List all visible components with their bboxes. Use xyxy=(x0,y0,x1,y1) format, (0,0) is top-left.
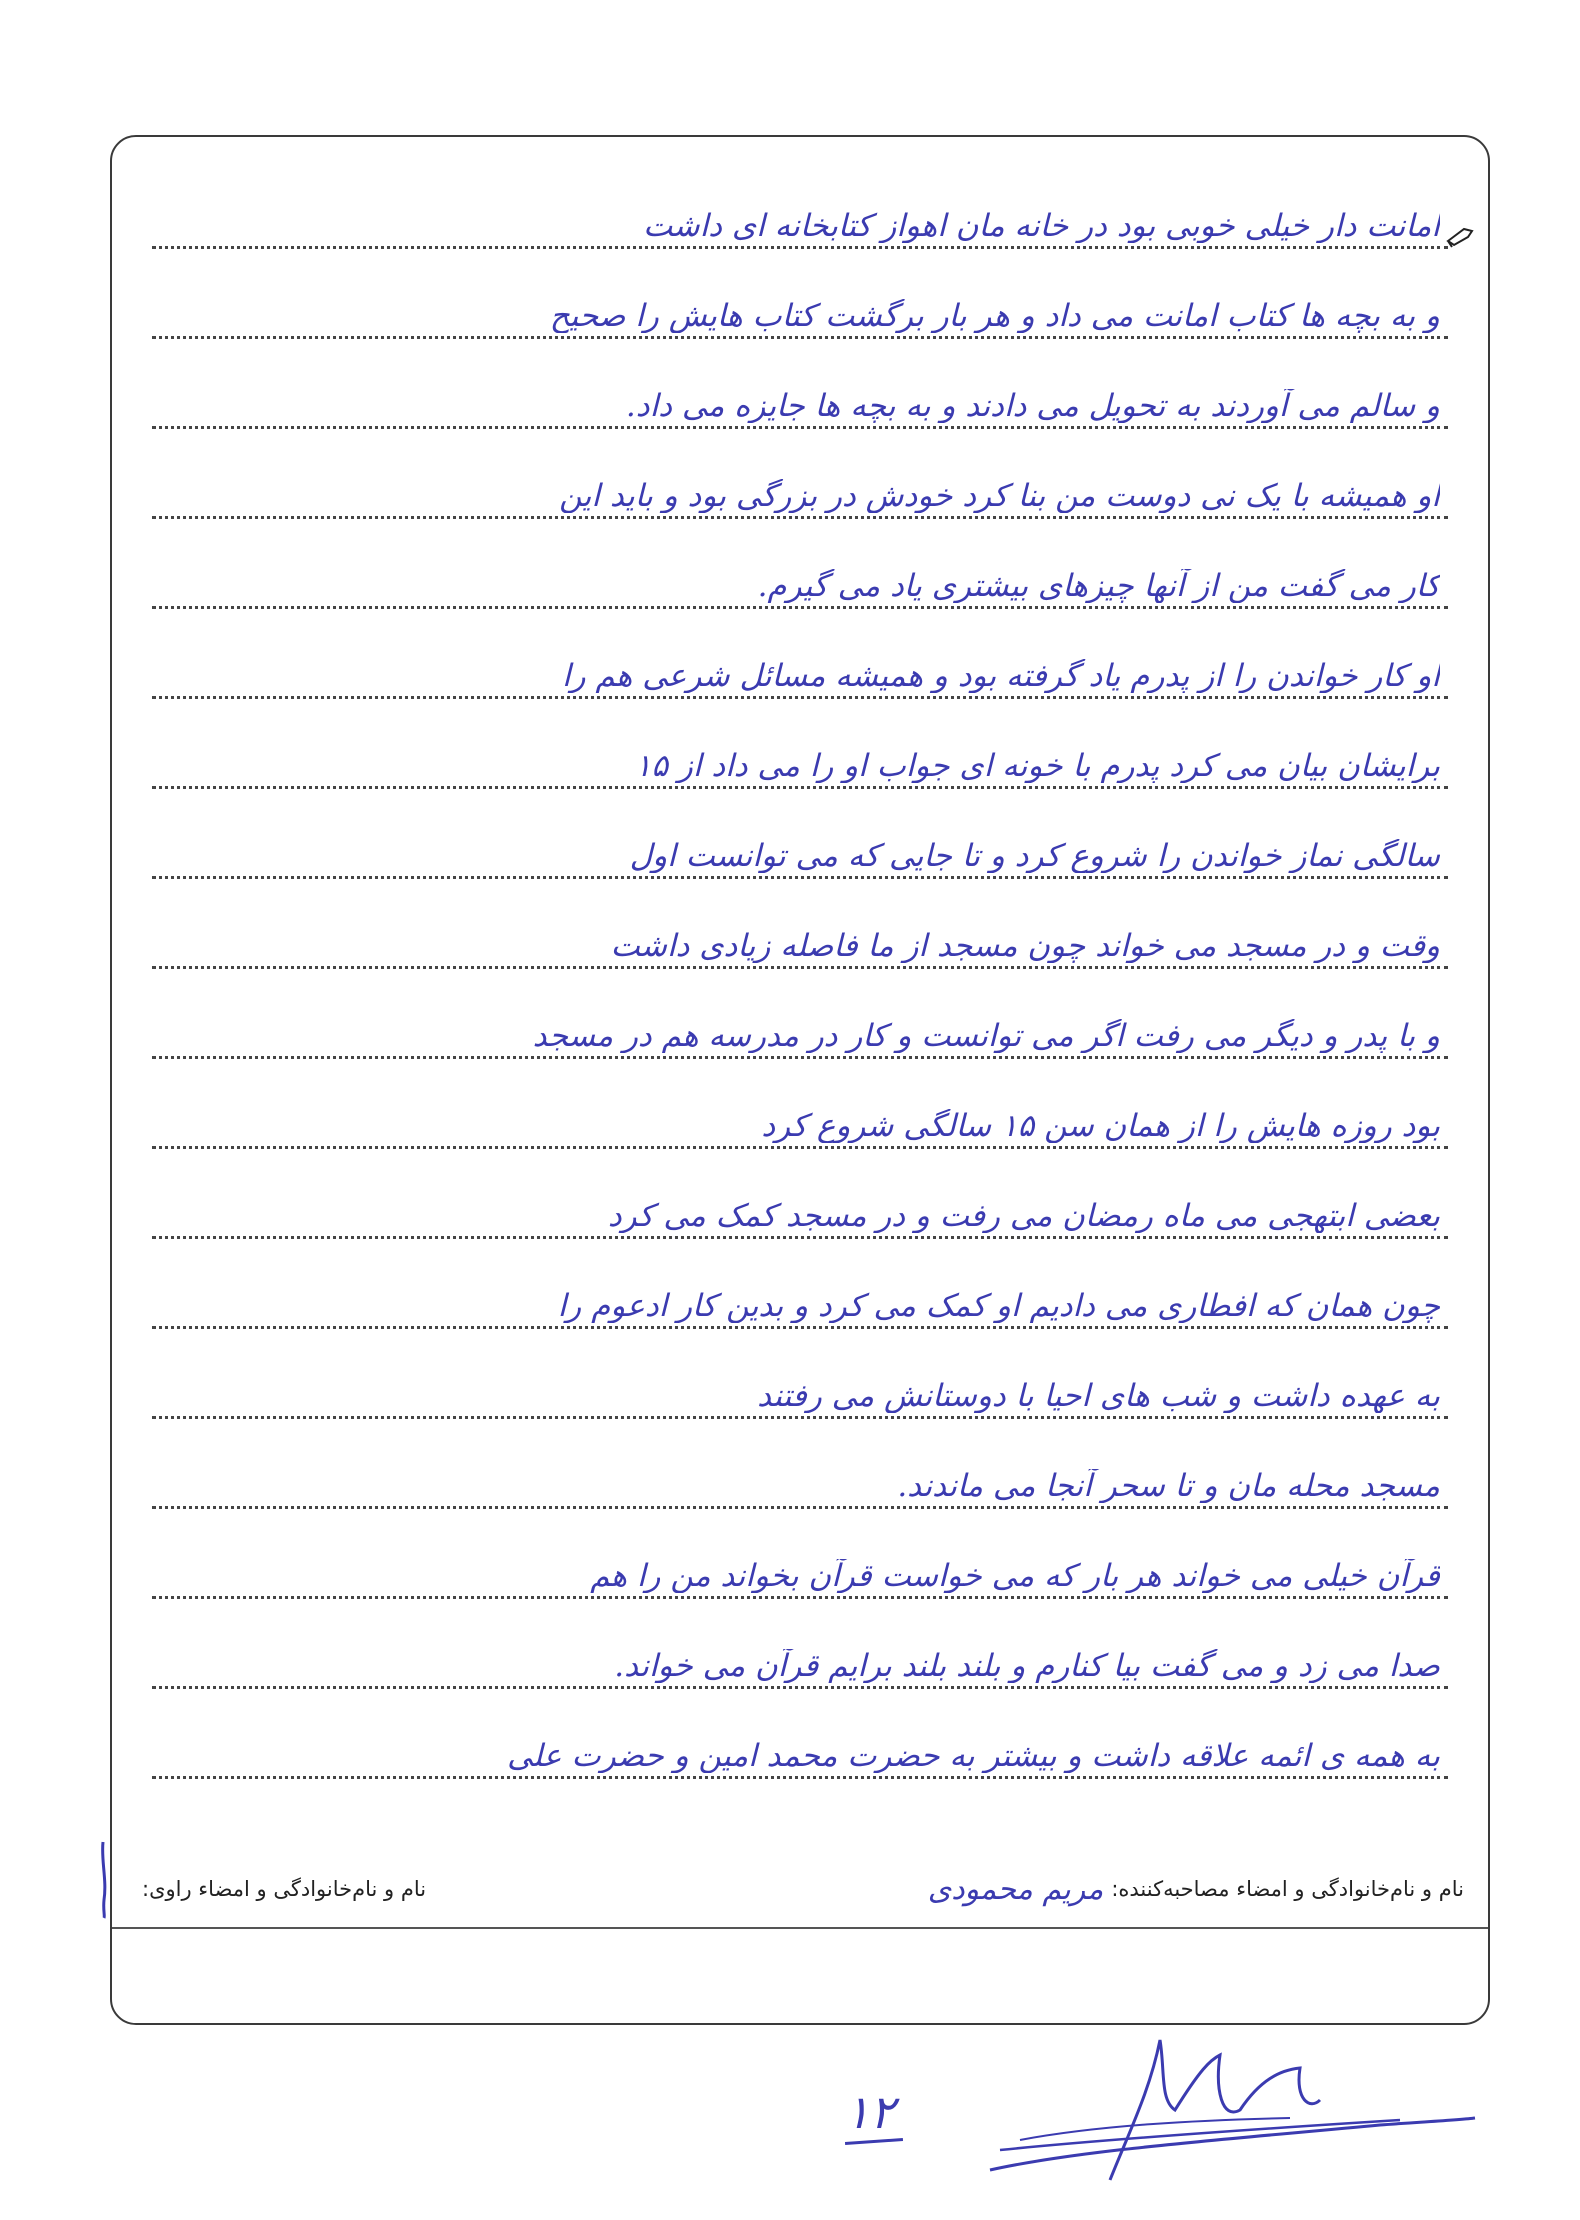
handwritten-line xyxy=(152,437,1448,527)
dotted-rule xyxy=(152,966,1448,969)
dotted-rule xyxy=(152,516,1448,519)
dotted-rule xyxy=(152,1686,1448,1689)
handwritten-line xyxy=(152,1337,1448,1427)
dotted-rule xyxy=(152,1596,1448,1599)
handwritten-lines xyxy=(152,167,1448,1807)
handwritten-line xyxy=(152,797,1448,887)
margin-mark-icon xyxy=(95,1840,115,1920)
handwritten-line-text: و به بچه ها کتاب امانت می داد و هر بار برگشت کتاب هایش را صحیح xyxy=(549,298,1440,333)
handwritten-line-text: بود روزه هایش را از همان سن ۱۵ سالگی شروع کرد xyxy=(761,1108,1440,1143)
dotted-rule xyxy=(152,336,1448,339)
handwritten-line-text: چون همان که افطاری می دادیم او کمک می کرد و بدین کار ادعوم را xyxy=(557,1288,1440,1323)
handwritten-line-text: و با پدر و دیگر می رفت اگر می توانست و کار در مدرسه هم در مسجد xyxy=(532,1018,1440,1053)
dotted-rule xyxy=(152,786,1448,789)
dotted-rule xyxy=(152,1506,1448,1509)
handwritten-line xyxy=(152,347,1448,437)
footer xyxy=(142,1857,1464,1921)
dotted-rule xyxy=(152,1416,1448,1419)
handwritten-line xyxy=(152,527,1448,617)
dotted-rule xyxy=(152,1326,1448,1329)
handwritten-line xyxy=(152,707,1448,797)
handwritten-line xyxy=(152,977,1448,1067)
page-number-underline xyxy=(845,2138,903,2145)
handwritten-line xyxy=(152,1247,1448,1337)
pen-hand-icon xyxy=(1446,223,1476,249)
handwritten-line xyxy=(152,887,1448,977)
handwritten-line-text: به عهده داشت و شب های احیا با دوستانش می رفتند xyxy=(757,1378,1440,1413)
interviewer-signature: مریم محمودی xyxy=(927,1871,1104,1907)
dotted-rule xyxy=(152,606,1448,609)
dotted-rule xyxy=(152,876,1448,879)
handwritten-line-text: و سالم می آوردند به تحویل می دادند و به بچه ها جایزه می داد. xyxy=(625,388,1440,423)
handwritten-line-text: به همه ی ائمه علاقه داشت و بیشتر به حضرت محمد امین و حضرت علی xyxy=(507,1738,1440,1773)
handwritten-line-text: امانت دار خیلی خوبی بود در خانه مان اهواز کتابخانه ای داشت xyxy=(643,208,1440,243)
handwritten-line xyxy=(152,1607,1448,1697)
handwritten-line-text: او همیشه با یک نی دوست من بنا کرد خودش در بزرگی بود و باید این xyxy=(559,478,1440,513)
handwritten-line-text: قرآن خیلی می خواند هر بار که می خواست قرآن بخواند من را هم xyxy=(590,1558,1440,1593)
handwritten-line-text: او کار خواندن را از پدرم یاد گرفته بود و همیشه مسائل شرعی هم را xyxy=(561,658,1440,693)
dotted-rule xyxy=(152,696,1448,699)
handwritten-line-text: وقت و در مسجد می خواند چون مسجد از ما فاصله زیادی داشت xyxy=(610,928,1440,963)
dotted-rule xyxy=(152,1146,1448,1149)
handwritten-line-text: بعضی ابتهجی می ماه رمضان می رفت و در مسجد کمک می کرد xyxy=(607,1198,1440,1233)
dotted-rule xyxy=(152,246,1448,249)
handwritten-line-text: برایشان بیان می کرد پدرم با خونه ای جواب او را می داد از ۱۵ xyxy=(634,748,1440,783)
handwritten-line xyxy=(152,167,1448,257)
footer-divider xyxy=(112,1927,1488,1929)
page-number: ۱۲ xyxy=(845,2085,895,2139)
dotted-rule xyxy=(152,1056,1448,1059)
handwritten-line-text: صدا می زد و می گفت بیا کنارم و بلند بلند برایم قرآن می خواند. xyxy=(614,1648,1440,1683)
narrator-label: نام و نام‌خانوادگی و امضاء راوی: xyxy=(142,1877,427,1901)
dotted-rule xyxy=(152,1236,1448,1239)
handwritten-line-text: سالگی نماز خواندن را شروع کرد و تا جایی که می توانست اول xyxy=(629,838,1440,873)
narrator-signature xyxy=(960,2030,1480,2200)
handwritten-line xyxy=(152,1517,1448,1607)
handwritten-line xyxy=(152,617,1448,707)
handwritten-line xyxy=(152,1697,1448,1787)
handwritten-line-text: کار می گفت من از آنها چیزهای بیشتری یاد می گیرم. xyxy=(757,568,1440,603)
interviewer-label: نام و نام‌خانوادگی و امضاء مصاحبه‌کننده: xyxy=(1111,1877,1464,1901)
handwritten-line xyxy=(152,257,1448,347)
dotted-rule xyxy=(152,1776,1448,1779)
handwritten-line xyxy=(152,1427,1448,1517)
handwritten-line xyxy=(152,1157,1448,1247)
handwritten-line xyxy=(152,1067,1448,1157)
form-sheet xyxy=(110,135,1490,2025)
dotted-rule xyxy=(152,426,1448,429)
handwritten-line-text: مسجد محله مان و تا سحر آنجا می ماندند. xyxy=(897,1468,1440,1503)
